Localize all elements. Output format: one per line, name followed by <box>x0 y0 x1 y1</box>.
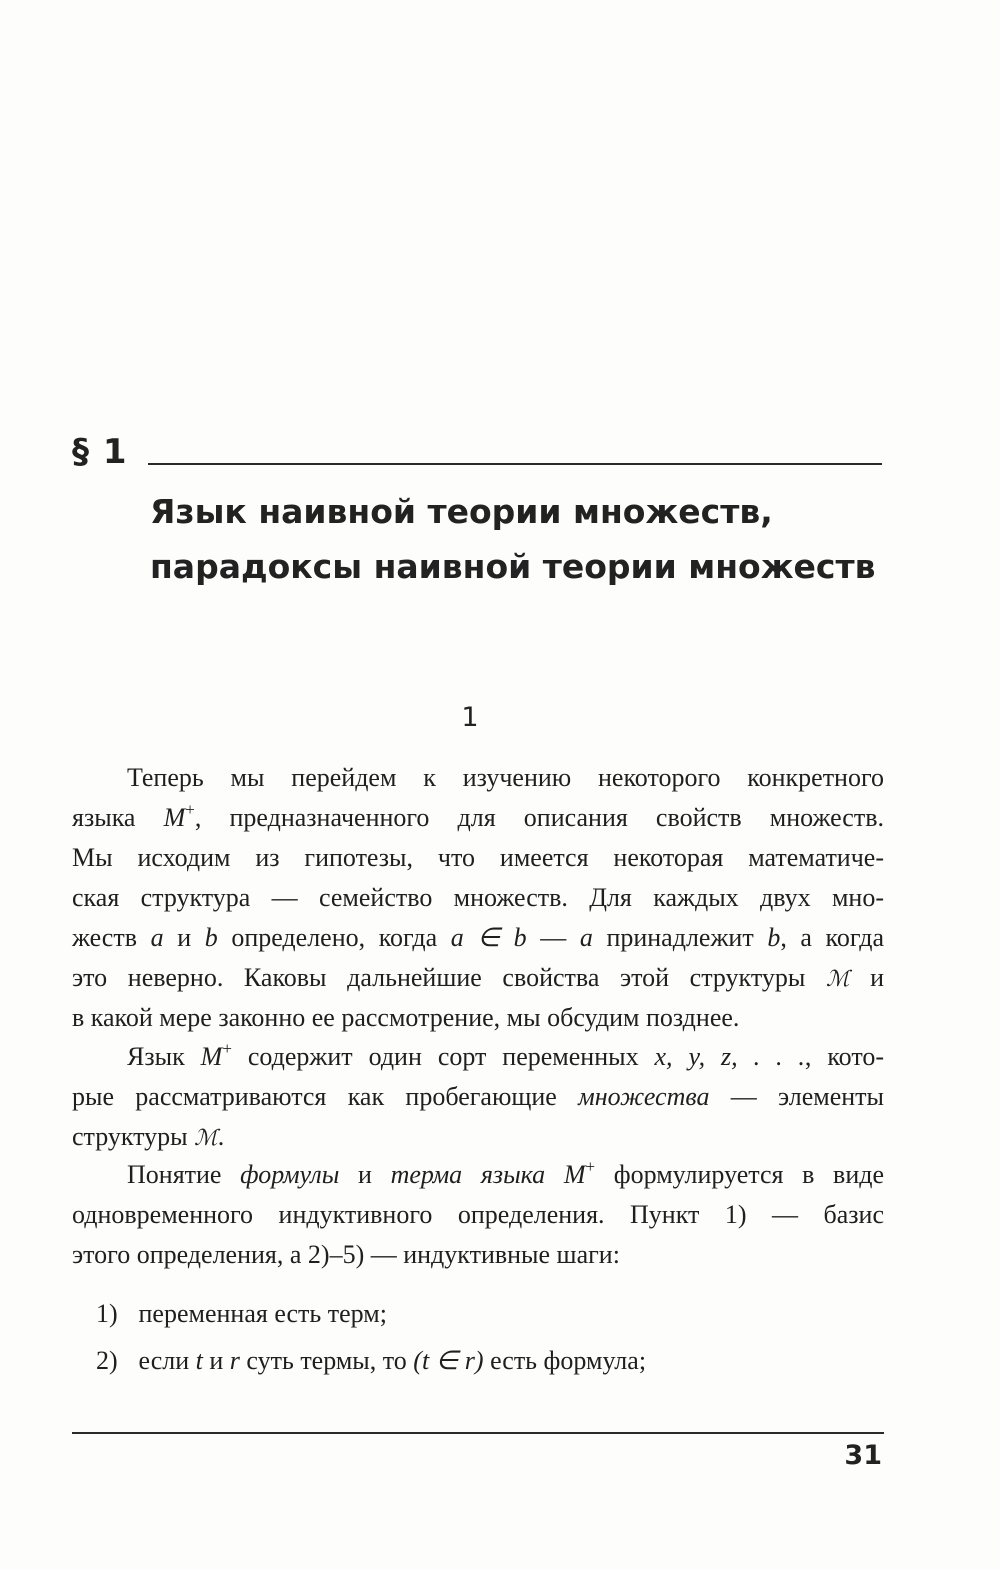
text-line: это неверно. Каковы дальнейшие свойства этой структуры ℳ и <box>72 963 884 992</box>
text-line: одновременного индуктивного определения. Пункт 1) — базис <box>72 1200 884 1229</box>
text-line: в какой мере законно ее рассмотрение, мы обсудим позднее. <box>72 1003 740 1032</box>
subsection-number: 1 <box>461 702 479 733</box>
language-symbol: M <box>163 803 186 832</box>
chapter-title-line-1: Язык наивной теории множеств, <box>150 492 773 531</box>
chapter-title-line-2: парадоксы наивной теории множеств <box>150 547 876 586</box>
section-rule <box>148 463 882 465</box>
text-line: Мы исходим из гипотезы, что имеется некоторая математиче- <box>72 843 884 872</box>
text-line: рые рассматриваются как пробегающие множества — элементы <box>72 1082 884 1111</box>
list-item: 2) если t и r суть термы, то (t ∈ r) есть формула; <box>96 1341 646 1381</box>
text-line: ская структура — семейство множеств. Для каждых двух мно- <box>72 883 884 912</box>
variables: x, y, z, . . . <box>654 1042 805 1071</box>
text-line: этого определения, а 2)–5) — индуктивные шаги: <box>72 1240 620 1269</box>
structure-symbol: ℳ <box>825 967 850 992</box>
footer-rule <box>72 1432 884 1434</box>
page-number: 31 <box>844 1440 882 1471</box>
list-number: 2) <box>96 1346 118 1375</box>
text-line: языка M+, предназначенного для описания свойств множеств. <box>72 800 884 832</box>
chapter-title <box>150 484 910 594</box>
text-line: Теперь мы перейдем к изучению некоторого конкретного <box>127 763 884 792</box>
section-mark: § 1 <box>72 432 128 472</box>
text-line: Понятие формулы и терма языка M+ формулируется в виде <box>127 1157 884 1189</box>
structure-symbol: ℳ <box>194 1126 218 1151</box>
text-line: Язык M+ содержит один сорт переменных x, y, z, . . ., кото- <box>127 1039 884 1071</box>
text-line: структуры ℳ. <box>72 1122 225 1151</box>
list-item: 1) переменная есть терм; <box>96 1294 387 1334</box>
list-number: 1) <box>96 1299 118 1328</box>
text-line: жеств a и b определено, когда a ∈ b — a принадлежит b, а когда <box>72 923 885 952</box>
